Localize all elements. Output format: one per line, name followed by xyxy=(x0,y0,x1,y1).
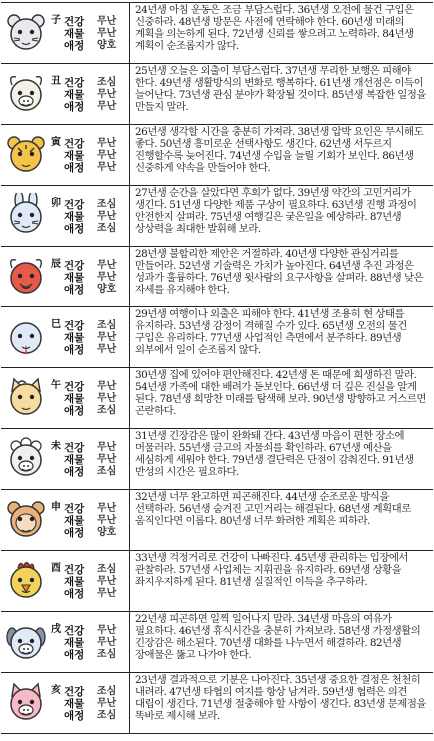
category-label: 애정 xyxy=(64,466,85,479)
zodiac-info-cell xyxy=(1,307,130,367)
category-labels xyxy=(64,320,94,356)
rating-values xyxy=(97,260,127,296)
zodiac-hanja: 亥 xyxy=(51,684,61,696)
fortune-text: 33년생 걱정거리로 건강이 나빠진다. 45년생 관리하는 입장에서 관찰하라. 57년생 사업체는 지휘권을 유지하라. 69년생 상황을 좌지우지하게 된다. 81년생 실질적인 이득을 추구하라. xyxy=(135,552,408,589)
rating-value: 무난 xyxy=(97,271,117,283)
category-label: 재물 xyxy=(64,332,85,345)
category-label: 애정 xyxy=(64,161,85,174)
rating-value: 무난 xyxy=(97,636,117,648)
zodiac-row-sheep xyxy=(1,429,433,490)
rating-value: 무난 xyxy=(97,442,117,454)
rating-value: 무난 xyxy=(97,100,117,112)
zodiac-info-cell xyxy=(1,186,130,246)
zodiac-hanja: 巳 xyxy=(51,319,61,331)
category-label: 애정 xyxy=(64,527,85,540)
fortune-text: 28년생 불합리한 제안은 거절하라. 40년생 다양한 관심거리를 만들어라. 52년생 기술력은 가치가 높아진다. 64년생 추진 과정은 성과가 훌륭하다. 76년생 윗사람의 요구사항을 살펴라. 88년생 낮은 자세를 유지해야 한다. xyxy=(135,247,424,296)
zodiac-info-cell xyxy=(1,247,130,307)
category-label: 애정 xyxy=(64,405,85,418)
category-label: 재물 xyxy=(64,393,85,406)
category-label: 재물 xyxy=(64,88,85,101)
category-label: 건강 xyxy=(64,16,85,28)
category-label: 재물 xyxy=(64,454,85,467)
zodiac-row-rooster xyxy=(1,551,433,612)
zodiac-hanja: 申 xyxy=(51,502,61,514)
monkey-icon xyxy=(4,497,48,541)
category-labels xyxy=(64,564,94,600)
category-labels xyxy=(64,260,94,296)
rating-value: 무난 xyxy=(97,454,117,466)
rooster-icon xyxy=(4,558,48,602)
category-label: 재물 xyxy=(64,28,85,40)
zodiac-row-ox xyxy=(1,64,433,125)
rating-value: 조심 xyxy=(97,466,117,478)
fortune-text: 30년생 집에 있어야 편안해진다. 42년생 돈 때문에 희생하진 말라. 54년생 가족에 대한 배려가 돋보인다. 66년생 더 깊은 진실을 알게 된다. 78년생 희망찬 미래를 탐색해 보라. 90년생 방향하고 거스르면 곤란하다. xyxy=(135,369,426,418)
category-label: 재물 xyxy=(64,149,85,162)
zodiac-info-cell xyxy=(1,125,130,185)
zodiac-row-dragon xyxy=(1,247,433,308)
category-labels xyxy=(64,625,94,661)
zodiac-row-tiger xyxy=(1,125,433,186)
rat-icon xyxy=(4,10,48,54)
horoscope-table xyxy=(1,2,433,734)
rating-value: 무난 xyxy=(97,332,117,344)
category-labels xyxy=(64,138,94,174)
rating-values xyxy=(97,138,127,174)
rating-value: 조심 xyxy=(97,405,117,417)
zodiac-hanja: 卯 xyxy=(51,197,61,209)
rating-value: 무난 xyxy=(97,515,117,527)
rating-values xyxy=(97,77,127,113)
rating-value: 무난 xyxy=(97,210,117,222)
rating-value: 무난 xyxy=(97,149,117,161)
rating-value: 무난 xyxy=(97,344,117,356)
fortune-text: 32년생 너무 완고하면 피곤해진다. 44년생 순조로운 방식을 선택하라. 56년생 숨겨진 고민거리는 해결된다. 68년생 계획대로 움직인다면 이롭다. 80년생 너무 화려한 계획은 피하라. xyxy=(135,491,411,528)
rating-values xyxy=(97,16,127,52)
rating-values xyxy=(97,503,127,539)
category-labels xyxy=(64,442,94,478)
rating-value: 양호 xyxy=(97,527,117,539)
rating-values xyxy=(97,686,127,722)
rating-value: 조심 xyxy=(97,709,117,721)
rating-value: 조심 xyxy=(97,76,117,88)
category-label: 건강 xyxy=(64,198,85,211)
rating-values xyxy=(97,199,127,235)
category-labels xyxy=(64,503,94,539)
rating-value: 무난 xyxy=(97,88,117,100)
fortune-text: 29년생 여행이나 외출은 피해야 한다. 41년생 조용히 현 상태를 유지하라. 53년생 감정이 격해질 수가 있다. 65년생 오전의 물건 구입은 유리하다. 77년생 사업적인 측면에서 분주하다. 89년생 외부에서 일이 순조롭지 않다. xyxy=(135,308,407,357)
rating-values xyxy=(97,320,127,356)
zodiac-hanja: 未 xyxy=(51,441,61,453)
rating-value: 무난 xyxy=(97,137,117,149)
zodiac-info-cell xyxy=(1,368,130,428)
zodiac-info-cell xyxy=(1,612,130,672)
zodiac-info-cell xyxy=(1,551,130,611)
ox-icon xyxy=(4,71,48,115)
category-label: 애정 xyxy=(64,588,85,601)
category-label: 건강 xyxy=(64,624,85,637)
zodiac-hanja: 子 xyxy=(51,15,61,26)
dog-icon xyxy=(4,619,48,663)
category-label: 애정 xyxy=(64,344,85,357)
zodiac-row-snake xyxy=(1,307,433,368)
snake-icon xyxy=(4,314,48,358)
zodiac-info-cell xyxy=(1,3,130,63)
category-labels xyxy=(64,199,94,235)
category-label: 재물 xyxy=(64,271,85,284)
rating-values xyxy=(97,381,127,417)
category-label: 애정 xyxy=(64,222,85,235)
rating-value: 무난 xyxy=(97,576,117,588)
fortune-text: 23년생 결과적으로 기분은 나아진다. 35년생 중요한 결정은 천천히 내려라. 47년생 타협의 여지를 항상 남겨라. 59년생 협력은 의견 대립이 생긴다. 71년생 절충해야 할 사항이 생긴다. 83년생 문제점을 똑바로 제시해 보라. xyxy=(135,673,426,722)
category-label: 애정 xyxy=(64,283,85,296)
category-label: 애정 xyxy=(64,100,85,113)
rating-value: 양호 xyxy=(97,40,117,51)
rating-value: 무난 xyxy=(97,588,117,600)
category-labels xyxy=(64,77,94,113)
category-label: 재물 xyxy=(64,576,85,589)
rating-value: 무난 xyxy=(97,28,117,39)
category-label: 건강 xyxy=(64,442,85,455)
zodiac-info-cell xyxy=(1,64,130,124)
category-label: 건강 xyxy=(64,320,85,333)
category-label: 재물 xyxy=(64,697,85,710)
zodiac-info-cell xyxy=(1,490,130,550)
horse-icon xyxy=(4,375,48,419)
category-labels xyxy=(64,686,94,722)
rating-value: 무난 xyxy=(97,259,117,271)
zodiac-hanja: 寅 xyxy=(51,136,61,148)
rating-value: 양호 xyxy=(97,283,117,295)
category-labels xyxy=(64,381,94,417)
rating-value: 조심 xyxy=(97,648,117,660)
zodiac-hanja: 酉 xyxy=(51,563,61,575)
category-label: 건강 xyxy=(64,381,85,394)
fortune-text: 24년생 아침 운동은 조금 부담스럽다. 36년생 오전에 물건 구입은 신중하라. 48년생 방문은 사전에 연락해야 한다. 60년생 미래의 계획을 의논하게 된다. 72년생 신뢰를 쌓으려고 노력하라. 84년생 계획이 순조롭지가 않다. xyxy=(135,4,414,52)
tiger-icon xyxy=(4,132,48,176)
rating-value: 조심 xyxy=(97,564,117,576)
rating-value: 조심 xyxy=(97,222,117,234)
zodiac-row-horse xyxy=(1,368,433,429)
pig-icon xyxy=(4,680,48,724)
category-label: 재물 xyxy=(64,636,85,649)
category-labels xyxy=(64,16,94,52)
rating-value: 조심 xyxy=(97,320,117,332)
category-label: 건강 xyxy=(64,503,85,516)
rating-value: 무난 xyxy=(97,16,117,27)
rating-value: 무난 xyxy=(97,697,117,709)
fortune-text: 27년생 순간을 살았다면 후회가 없다. 39년생 약간의 고민거리가 생긴다. 51년생 다양한 제품 구상이 필요하다. 63년생 진행 과정이 안전한지 살펴라. 75년생 여행길은 궂은일을 예상하라. 87년생 상상력을 최대한 발휘해 보라. xyxy=(135,186,417,235)
category-label: 재물 xyxy=(64,210,85,223)
rating-value: 조심 xyxy=(97,685,117,697)
rating-value: 무난 xyxy=(97,393,117,405)
sheep-icon xyxy=(4,436,48,480)
category-label: 건강 xyxy=(64,685,85,698)
zodiac-row-dog xyxy=(1,612,433,673)
rating-values xyxy=(97,564,127,600)
category-label: 애정 xyxy=(64,40,85,52)
category-label: 건강 xyxy=(64,259,85,272)
category-label: 재물 xyxy=(64,515,85,528)
rating-value: 무난 xyxy=(97,161,117,173)
rating-value: 조심 xyxy=(97,198,117,210)
rating-value: 무난 xyxy=(97,503,117,515)
fortune-text: 26년생 생각할 시간을 충분히 가져라. 38년생 압박 요인은 무시해도 좋다. 50년생 흥미로운 선택사항도 생긴다. 62년생 서두르지 진행할수록 늦어진다. 74년생 수입을 늘릴 기회가 보인다. 86년생 신중하게 약속을 만들어야 한다. xyxy=(135,125,424,174)
zodiac-row-monkey xyxy=(1,490,433,551)
fortune-text: 25년생 오늘은 외출이 부담스럽다. 37년생 무리한 보행은 피해야 한다. 49년생 생활방식의 변화로 행복하다. 61년생 개선점은 이득이 늘어난다. 73년생 관심 분야가 확장될 것이다. 85년생 복잡한 일정을 만들지 말라. xyxy=(135,64,426,113)
category-label: 건강 xyxy=(64,137,85,150)
zodiac-row-rabbit xyxy=(1,186,433,247)
zodiac-row-pig xyxy=(1,673,433,734)
zodiac-hanja: 丑 xyxy=(51,75,61,87)
category-label: 애정 xyxy=(64,648,85,661)
zodiac-info-cell xyxy=(1,673,130,733)
category-label: 애정 xyxy=(64,709,85,722)
rabbit-icon xyxy=(4,193,48,237)
category-label: 건강 xyxy=(64,564,85,577)
zodiac-hanja: 午 xyxy=(51,380,61,392)
zodiac-hanja: 戌 xyxy=(51,623,61,635)
rating-value: 무난 xyxy=(97,381,117,393)
rating-values xyxy=(97,625,127,661)
fortune-text: 22년생 피곤하면 일찍 일어나지 말라. 34년생 마음의 여유가 필요하다. 46년생 휴식시간을 충분히 가져보라. 58년생 가정생활의 긴장감은 해소된다. 70년생 대화를 나누면서 해결하라. 82년생 장애물은 뚫고 나가야 한다. xyxy=(135,612,421,661)
zodiac-row-rat xyxy=(1,3,433,64)
dragon-icon xyxy=(4,254,48,298)
rating-value: 무난 xyxy=(97,624,117,636)
zodiac-hanja: 辰 xyxy=(51,258,61,270)
zodiac-info-cell xyxy=(1,429,130,489)
rating-values xyxy=(97,442,127,478)
fortune-text: 31년생 긴장감은 많이 완화돼 간다. 43년생 마음이 편한 장소에 머물러라. 55년생 금고의 자물쇠를 확인하라. 67년생 예산을 세심하게 세워야 한다. 79년생 결단력은 단점이 감춰진다. 91년생 반성의 시간은 필요하다. xyxy=(135,430,414,479)
category-label: 건강 xyxy=(64,76,85,89)
